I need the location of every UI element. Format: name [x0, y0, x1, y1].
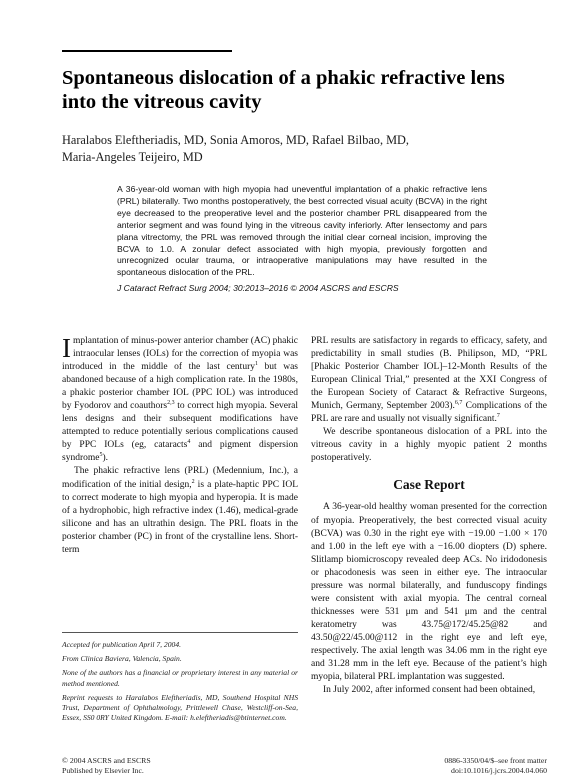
authors-line-2: Maria-Angeles Teijeiro, MD: [62, 150, 203, 164]
surgery-paragraph: In July 2002, after informed consent had been obtained,: [323, 685, 536, 696]
footnote-rule: [62, 632, 298, 633]
authors-line-1: Haralabos Eleftheriadis, MD, Sonia Amoros, MD, Rafael Bilbao, MD,: [62, 133, 409, 147]
footnote-reprint: Reprint requests to Haralabos Eleftheriadis, MD, Southend Hospital NHS Trust, Department of Ophthalmology, Prittlewell Chase, Westcliff-on-Sea, Essex, SS0 0RY United Kingdom. E-mail: h.eleftheriadis@btinternet.com.: [62, 692, 298, 723]
page-footer-right: [345, 756, 547, 776]
drop-cap: I: [62, 333, 71, 363]
abstract-text: A 36-year-old woman with high myopia had uneventful implantation of a phakic refractive lens (PRL) bilaterally. Two months postoperatively, the best corrected visual acuity (BCVA) in the right eye decreased to the preoperative level and the posterior chamber PRL disappeared from the anterior segment and was found lying in the vitreous cavity inferiorly. After lensectomy and pars plana vitrectomy, the PRL was removed through the initial clear corneal incision, improving the BCVA to 1.0. A zonular defect associated with high myopia, previously forgotten and unrecognized ocular trauma, or intraoperative manipulations may have resulted in the spontaneous dislocation of the PRL.: [117, 184, 487, 278]
describe-paragraph: We describe spontaneous dislocation of a PRL into the vitreous cavity in a highly myopic patient 2 months postoperatively.: [311, 427, 547, 464]
case-paragraph: A 36-year-old healthy woman presented for the correction of myopia. Preoperatively, the best corrected visual acuity (BCVA) was 0.30 in the right eye with −19.00 −1.00 × 170 and 1.00 in the left eye with a −16.00 diopters (D) sphere. Slitlamp biomicroscopy revealed deep ACs. No iridodonesis or phacodonesis was seen in either eye. The intraocular pressure was normal bilaterally, and funduscopy findings were consistent with axial myopia. The central corneal thicknesses were 531 μm and 541 μm and the central keratometry was 43.75@172/45.25@82 and 43.50@22/45.00@112 in the right eye and left eye, respectively. The axial length was 34.06 mm in the right eye and 31.28 mm in the left eye. Because of the patient’s high myopia, bilateral PRL implantation was suggested.: [311, 502, 547, 683]
article-title: Spontaneous dislocation of a phakic refractive lens into the vitreous cavity: [62, 67, 505, 113]
body-column-right: [311, 335, 547, 697]
page-footer-left: [62, 756, 262, 776]
footer-doi: doi:10.1016/j.jcrs.2004.04.060: [451, 766, 547, 775]
footer-copyright: © 2004 ASCRS and ESCRS: [62, 756, 151, 765]
journal-citation: J Cataract Refract Surg 2004; 30:2013–2016 © 2004 ASCRS and ESCRS: [117, 283, 399, 294]
results-paragraph: PRL results are satisfactory in regards to efficacy, safety, and predictability in small studies (B. Philipson, MD, “PRL [Phakic Posterior Chamber IOL]–12-Month Results of the European Clinical Trial,” presented at the XXI Congress of the European Society of Cataract & Refractive Surgeons, Munich, Germany, September 2003).$^{6,7}$ Complications of the PRL are rare and usually not visually significant.$^7$: [311, 336, 548, 425]
footnote-interest: None of the authors has a financial or proprietary interest in any material or method mentioned.: [62, 668, 298, 688]
section-heading-case-report: Case Report: [393, 477, 465, 493]
intro-paragraph: Implantation of minus-power anterior chamber (AC) phakic intraocular lenses (IOLs) for the correction of myopia was introduced in the middle of the last century$^1$ but was abandoned because of a high complication rate. In the 1980s, a phakic posterior chamber IOL (PPC IOL) was introduced by Fyodorov and coauthors$^{2,3}$ to correct high myopia. Several lens designs and their subsequent modifications have attempted to reduce potentially serious complications caused by PPC IOLs (eg, cataracts$^4$ and pigment dispersion syndrome$^5$).: [62, 333, 299, 464]
abstract: [117, 184, 487, 295]
footer-issn: 0886-3350/04/$–see front matter: [444, 756, 547, 765]
footnote-affiliation: From Clinica Baviera, Valencia, Spain.: [62, 654, 182, 664]
footer-publisher: Published by Elsevier Inc.: [62, 766, 144, 775]
prl-paragraph: The phakic refractive lens (PRL) (Medennium, Inc.), a modification of the initial design,$^2$ is a plate-haptic PPC IOL to correct moderate to high myopia and hyperopia. It is made of a hydrophobic, high refractive index (1.46), medical-grade silicone and has an ultrathin design. The PRL floats in the posterior chamber (PC) in front of the crystalline lens. Short-term: [62, 466, 299, 555]
author-list: [62, 132, 482, 166]
footnote-accepted: Accepted for publication April 7, 2004.: [62, 640, 182, 649]
footnotes: [62, 640, 298, 727]
body-column-left: [62, 335, 298, 557]
title-rule: [62, 50, 232, 52]
